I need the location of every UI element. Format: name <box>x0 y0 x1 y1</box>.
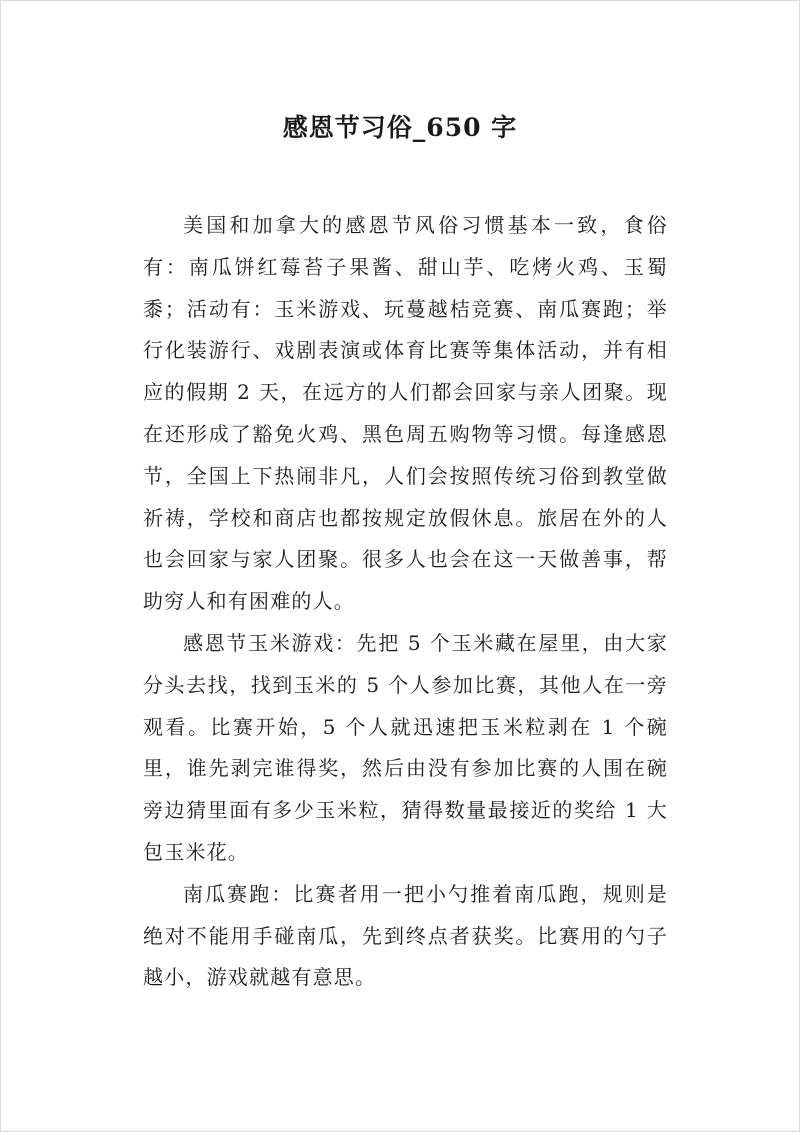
paragraph-corn-game: 感恩节玉米游戏：先把 5 个玉米藏在屋里，由大家分头去找，找到玉米的 5 个人参加比赛，其他人在一旁观看。比赛开始，5 个人就迅速把玉米粒剥在 1 个碗里，谁先剥完谁得奖，然后由没有参加比赛的人围在碗旁边猜里面有多少玉米粒，猜得数量最接近的奖给 1 大包玉米花。 <box>143 630 668 864</box>
document-body <box>143 205 668 999</box>
paragraph-pumpkin-race: 南瓜赛跑：比赛者用一把小勺推着南瓜跑，规则是绝对不能用手碰南瓜，先到终点者获奖。比赛用的勺子越小，游戏就越有意思。 <box>143 881 668 990</box>
paragraph-customs: 美国和加拿大的感恩节风俗习惯基本一致，食俗有：南瓜饼红莓苔子果酱、甜山芋、吃烤火鸡、玉蜀黍；活动有：玉米游戏、玩蔓越桔竞赛、南瓜赛跑；举行化装游行、戏剧表演或体育比赛等集体活动，并有相应的假期 2 天，在远方的人们都会回家与亲人团聚。现在还形成了豁免火鸡、黑色周五购物等习惯。每逢感恩节，全国上下热闹非凡，人们会按照传统习俗到教堂做祈祷，学校和商店也都按规定放假休息。旅居在外的人也会回家与家人团聚。很多人也会在这一天做善事，帮助穷人和有困难的人。 <box>143 213 668 614</box>
document-title: 感恩节习俗_650 字 <box>282 113 518 142</box>
